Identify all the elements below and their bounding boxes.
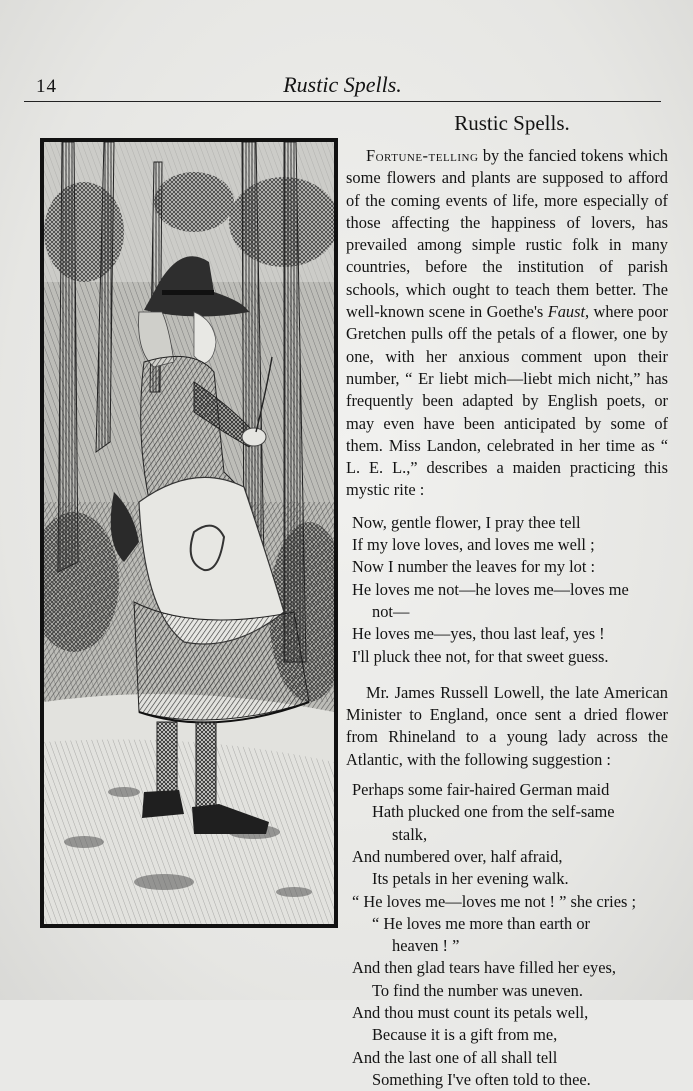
verse-line: I'll pluck thee not, for that sweet guess. (352, 646, 609, 666)
verse-line: “ He loves me—loves me not ! ” she cries ; (352, 891, 637, 911)
verse-line: Now I number the leaves for my lot : (352, 557, 596, 577)
paragraph-1 (346, 145, 668, 502)
engraving-girl-with-flower-icon (40, 138, 338, 928)
text-column (346, 110, 668, 1091)
running-title: Rustic Spells. (283, 72, 402, 97)
paragraph-1-italic: Faust (547, 302, 586, 322)
verse-line: And thou must count its petals well, (352, 1002, 589, 1022)
engraving-image (44, 142, 334, 924)
section-title: Rustic Spells. (454, 111, 570, 135)
verse-line: Because it is a gift from me, (372, 1025, 558, 1045)
verse-line: Perhaps some fair-haired German maid (352, 780, 610, 800)
verse-line: Now, gentle flower, I pray thee tell (352, 512, 581, 532)
verse-line: And the last one of all shall tell (352, 1047, 558, 1067)
verse-line: To find the number was uneven. (372, 980, 583, 1000)
verse-line: stalk, (392, 824, 428, 844)
verse-line: “ He loves me more than earth or (372, 913, 591, 933)
paragraph-2: Mr. James Russell Lowell, the late American Minister to England, once sent a dried flower from Rhineland to a young lady across the Atlantic, with the following suggestion : (346, 682, 668, 769)
paragraph-1-text-a: by the fancied tokens which some flowers and plants are supposed to afford of the coming events of life, more especially of those affecting the happiness of lovers, has prevailed among simple rustic folk in many countries, before the institution of parish schools, which ought to teach them better. The well-known scene in Goethe's (346, 146, 668, 322)
verse-line: Hath plucked one from the self-same (372, 802, 615, 822)
verse-line: Something I've often told to thee. (372, 1069, 591, 1089)
verse-line: He loves me not—he loves me—loves me (352, 579, 629, 599)
verse-line: Its petals in her evening walk. (372, 869, 569, 889)
page-number: 14 (36, 76, 57, 97)
verse-1 (352, 512, 668, 668)
verse-line: not— (372, 601, 410, 621)
verse-2 (352, 779, 668, 1091)
paragraph-1-opening: Fortune-telling (366, 146, 479, 165)
verse-line: If my love loves, and loves me well ; (352, 535, 595, 555)
verse-line: heaven ! ” (392, 936, 460, 956)
paragraph-1-text-b: , where poor Gretchen pulls off the petals of a flower, one by one, with her anxious comment upon their number, “ Er liebt mich—liebt mich nicht,” has frequently been adapted by English poets, or may even have been anticipated by some of them. Miss Landon, celebrated in her time as “ L. E. L.,” describes a maiden practicing this mystic rite : (346, 302, 668, 500)
verse-line: And numbered over, half afraid, (352, 846, 563, 866)
running-head (24, 72, 661, 98)
verse-line: And then glad tears have filled her eyes, (352, 958, 616, 978)
verse-line: He loves me—yes, thou last leaf, yes ! (352, 624, 605, 644)
header-rule (24, 101, 661, 102)
